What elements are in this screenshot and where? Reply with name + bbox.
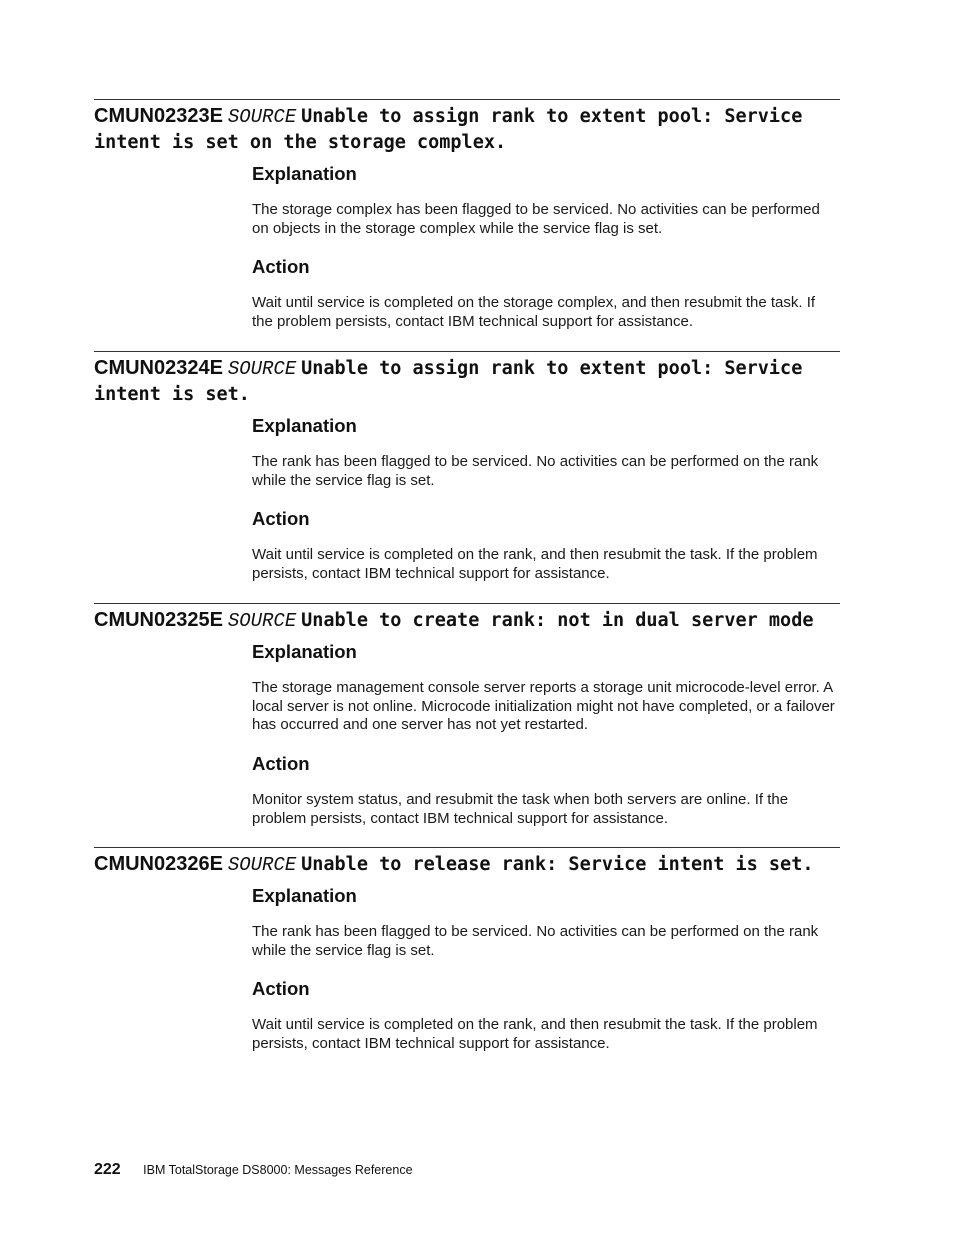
explanation-heading: Explanation (252, 885, 357, 906)
action-heading: Action (252, 256, 310, 278)
message-cmun02324e (94, 351, 840, 602)
explanation-text: The storage management console server reports a storage unit microcode-level error. A local server is not online. Microcode initialization might not have completed, or a failover has occurred and one server has not yet restarted. (252, 679, 835, 734)
action-text: Wait until service is completed on the rank, and then resubmit the task. If the problem persists, contact IBM technical support for assistance. (252, 546, 818, 583)
message-cmun02323e (94, 99, 840, 350)
message-body (252, 163, 840, 332)
explanation-text: The rank has been flagged to be serviced. No activities can be performed on the rank while the service flag is set. (252, 453, 819, 489)
action-text: Monitor system status, and resubmit the task when both servers are online. If the problem persists, contact IBM technical support for assistance. (252, 791, 789, 827)
action-heading: Action (252, 508, 310, 530)
action-heading: Action (252, 978, 310, 1000)
action-text: Wait until service is completed on the storage complex, and then resubmit the task. If the problem persists, contact IBM technical support for assistance. (252, 294, 816, 331)
message-text: Unable to assign rank to extent pool: Service intent is set on the storage complex. (94, 106, 803, 153)
explanation-heading: Explanation (252, 641, 357, 662)
message-id: CMUN02326E (94, 853, 223, 875)
message-source: SOURCE (227, 610, 297, 632)
message-text: Unable to create rank: not in dual server mode (301, 610, 814, 631)
message-cmun02326e (94, 847, 840, 1072)
page-number: 222 (94, 1161, 121, 1178)
message-text: Unable to release rank: Service intent is set. (301, 854, 814, 875)
message-id: CMUN02325E (94, 609, 223, 631)
message-source: SOURCE (227, 854, 297, 876)
message-body (252, 415, 840, 584)
explanation-heading: Explanation (252, 415, 357, 436)
action-heading: Action (252, 753, 310, 775)
footer-title: IBM TotalStorage DS8000: Messages Reference (143, 1163, 413, 1177)
explanation-text: The rank has been flagged to be serviced. No activities can be performed on the rank while the service flag is set. (252, 923, 819, 959)
message-heading (94, 352, 840, 408)
message-source: SOURCE (227, 358, 297, 380)
explanation-heading: Explanation (252, 163, 357, 184)
message-id: CMUN02323E (94, 105, 223, 127)
message-id: CMUN02324E (94, 357, 223, 379)
message-text: Unable to assign rank to extent pool: Service intent is set. (94, 358, 803, 405)
message-heading (94, 604, 840, 634)
message-heading (94, 100, 840, 156)
message-heading (94, 848, 840, 878)
message-body (252, 885, 840, 1054)
message-source: SOURCE (227, 106, 297, 128)
message-body (252, 641, 840, 829)
action-text: Wait until service is completed on the rank, and then resubmit the task. If the problem persists, contact IBM technical support for assistance. (252, 1016, 818, 1053)
explanation-text: The storage complex has been flagged to be serviced. No activities can be performed on objects in the storage complex while the service flag is set. (252, 201, 820, 237)
message-cmun02325e (94, 603, 840, 847)
page-footer (94, 1161, 413, 1179)
